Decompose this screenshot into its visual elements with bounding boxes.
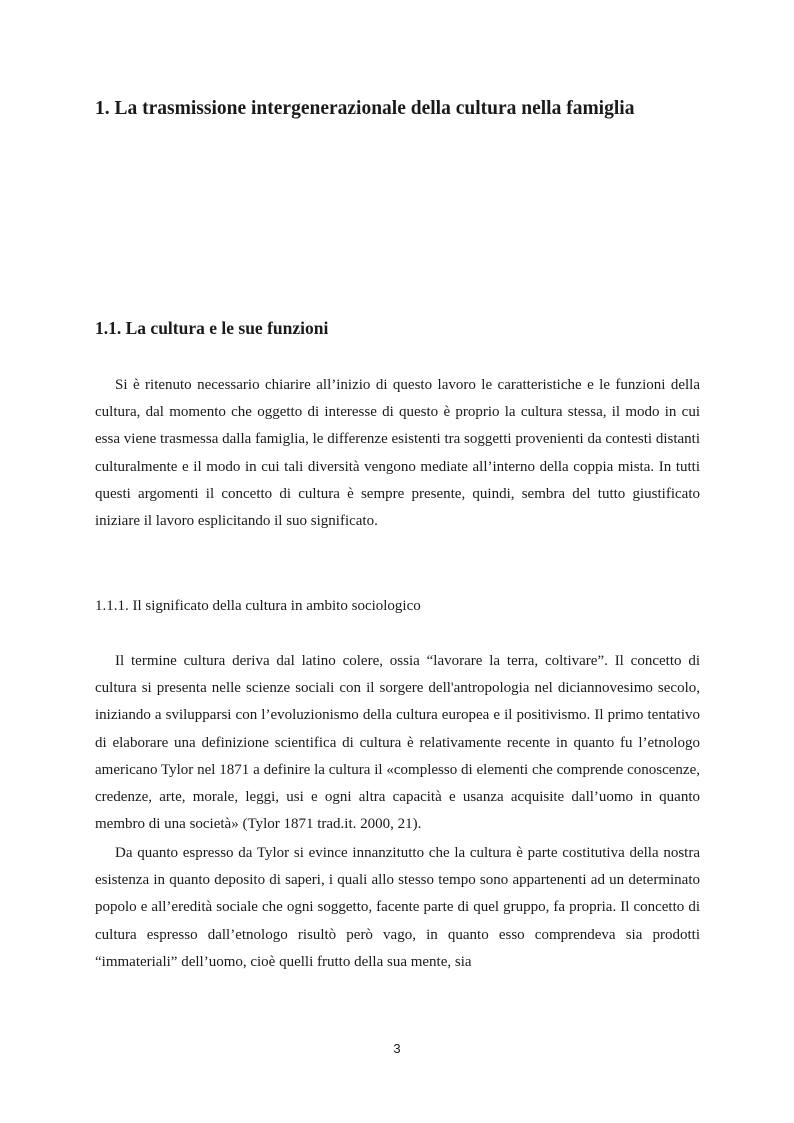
section-paragraph: Si è ritenuto necessario chiarire all’inizio di questo lavoro le caratteristiche e le funzioni della cultura, dal momento che oggetto di interesse di questo è proprio la cultura stessa, il modo in cui essa viene trasmessa dalla famiglia, le differenze esistenti tra soggetti provenienti da contesti distanti culturalmente e il modo in cui tali diversità vengono mediate all’interno della coppia mista. In tutti questi argomenti il concetto di cultura è sempre presente, quindi, sembra del tutto giustificato iniziare il lavoro esplicitando il suo significato. [95, 377, 700, 530]
chapter-title: 1. La trasmissione intergenerazionale della cultura nella famiglia [95, 98, 635, 119]
subsection-paragraph-2: Da quanto espresso da Tylor si evince innanzitutto che la cultura è parte costitutiva della nostra esistenza in quanto deposito di saperi, i quali allo stesso tempo sono appartenenti ad un determinato popolo e all’eredità sociale che ogni soggetto, facente parte di quel gruppo, fa propria. Il concetto di cultura espresso dall’etnologo risultò però vago, in quanto esso comprendeva sia prodotti “immateriali” dell’uomo, cioè quelli frutto della sua mente, sia [95, 845, 700, 970]
page-number: 3 [393, 1041, 401, 1056]
subsection-paragraph-1: Il termine cultura deriva dal latino colere, ossia “lavorare la terra, coltivare”. Il concetto di cultura si presenta nelle scienze sociali con il sorgere dell'antropologia nel diciannovesimo secolo, iniziando a svilupparsi con l’evoluzionismo della cultura europea e il positivismo. Il primo tentativo di elaborare una definizione scientifica di cultura è relativamente recente in quanto fu l’etnologo americano Tylor nel 1871 a definire la cultura il «complesso di elementi che comprende conoscenze, credenze, arte, morale, leggi, usi e ogni altra capacità e usanza acquisite dall’uomo in quanto membro di una società» (Tylor 1871 trad.it. 2000, 21). [95, 653, 700, 833]
section-title: 1.1. La cultura e le sue funzioni [95, 318, 329, 338]
subsection-title: 1.1.1. Il significato della cultura in ambito sociologico [95, 598, 421, 614]
